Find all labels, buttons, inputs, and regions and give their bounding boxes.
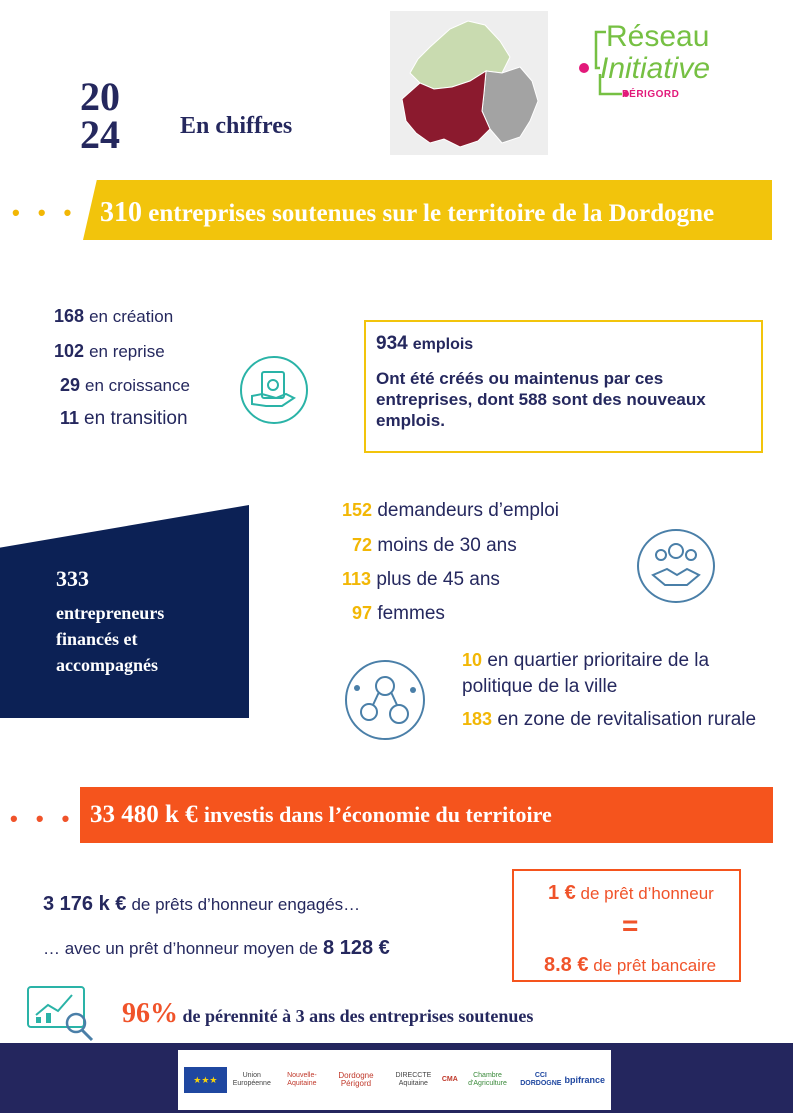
partner-logos <box>178 1050 611 1110</box>
profile-label: plus de 45 ans <box>376 569 500 590</box>
loans-engaged-value: 3 176 k € <box>43 893 127 915</box>
entrepreneurs-label: entrepreneurs financés et accompagnés <box>56 603 165 675</box>
breakdown-label: en croissance <box>85 376 190 395</box>
partner-logo: bpifrance <box>564 1075 605 1085</box>
jobs-description: Ont été créés ou maintenus par ces entreprises, dont 588 sont des nouveaux emplois. <box>376 369 706 430</box>
profile-item <box>342 500 559 522</box>
ratio-bottom-value: 8.8 € <box>544 954 589 976</box>
partner-logo: CCI DORDOGNE <box>520 1072 562 1087</box>
profile-label: femmes <box>377 603 445 624</box>
partner-logo: Chambre d'Agriculture <box>468 1072 507 1087</box>
partner-logo: CMA <box>441 1076 458 1083</box>
ratio-top-label: de prêt d’honneur <box>580 884 714 903</box>
zone-label: en quartier prioritaire de la politique de la ville <box>462 650 710 697</box>
zone-label: en zone de revitalisation rurale <box>497 709 757 730</box>
breakdown-item <box>60 408 188 430</box>
ratio-top <box>548 882 714 905</box>
loans-average <box>43 937 390 960</box>
zone-item <box>462 706 762 733</box>
jobs-title <box>376 333 473 355</box>
loans-engaged <box>43 893 360 916</box>
breakdown-value: 102 <box>54 341 85 361</box>
partner-logo: DIRECCTE Aquitaine <box>395 1072 432 1087</box>
profile-item <box>352 535 517 557</box>
jobs-value: 934 <box>376 333 408 354</box>
profile-item <box>352 603 445 625</box>
profile-value: 152 <box>342 500 373 520</box>
breakdown-value: 29 <box>60 375 81 395</box>
money-hand-icon <box>240 356 308 424</box>
logo-title: Réseau <box>606 20 710 53</box>
year-line2: 24 <box>80 112 120 157</box>
breakdown-label: en reprise <box>89 342 165 361</box>
profile-value: 97 <box>352 603 373 623</box>
perennite-value: 96% <box>122 998 178 1029</box>
dordogne-map <box>390 11 548 155</box>
breakdown-label: en transition <box>84 408 188 429</box>
breakdown-item <box>54 306 173 327</box>
perennite-line <box>122 998 533 1030</box>
page-subtitle: En chiffres <box>180 113 293 139</box>
perennite-label: de pérennité à 3 ans des entreprises soutenues <box>182 1006 534 1026</box>
loans-average-value: 8 128 € <box>323 937 390 959</box>
breakdown-value: 168 <box>54 306 85 326</box>
eu-flag-logo: ★★★ <box>184 1067 227 1093</box>
breakdown-item <box>54 341 165 362</box>
profile-value: 113 <box>342 569 372 589</box>
band1-number: 310 <box>100 197 142 228</box>
loans-engaged-label: de prêts d’honneur engagés… <box>131 895 361 914</box>
zone-value: 183 <box>462 709 493 729</box>
partner-logo: Dordogne Périgord <box>338 1071 374 1088</box>
chart-magnifier-icon <box>16 983 102 1045</box>
logo-region: PÉRIGORD <box>622 89 680 100</box>
ratio-bottom-label: de prêt bancaire <box>593 956 717 975</box>
band1-dots: • • • <box>12 200 78 225</box>
band2-number: 33 480 k € <box>90 801 198 828</box>
zone-value: 10 <box>462 650 483 670</box>
profile-value: 72 <box>352 535 373 555</box>
loans-average-label: … avec un prêt d’honneur moyen de <box>43 939 319 958</box>
year <box>80 74 120 157</box>
band2-label: investis dans l’économie du territoire <box>203 802 552 827</box>
profile-item <box>342 569 500 591</box>
band1-label: entreprises soutenues sur le territoire de la Dordogne <box>148 200 715 227</box>
breakdown-label: en création <box>89 307 174 326</box>
profile-label: moins de 30 ans <box>377 535 517 556</box>
ratio-equals: = <box>622 910 639 941</box>
ratio-top-value: 1 € <box>548 882 576 904</box>
partner-logo: Union Européenne <box>232 1072 271 1087</box>
logo-subtitle: Initiative <box>600 52 711 85</box>
network-people-icon <box>345 660 425 740</box>
handshake-icon <box>637 529 715 603</box>
band1-headline <box>100 197 714 229</box>
zone-item <box>462 647 762 700</box>
partner-logo: Nouvelle-Aquitaine <box>287 1072 317 1087</box>
entrepreneurs-value: 333 <box>56 566 89 591</box>
breakdown-value: 11 <box>60 408 80 428</box>
band2-dots: • • • <box>10 806 76 831</box>
ratio-bottom <box>544 954 716 977</box>
jobs-label: emplois <box>412 336 474 353</box>
profile-label: demandeurs d’emploi <box>377 500 559 521</box>
year-line1: 20 <box>80 74 120 119</box>
breakdown-item <box>60 375 190 396</box>
band2-headline <box>90 801 552 829</box>
